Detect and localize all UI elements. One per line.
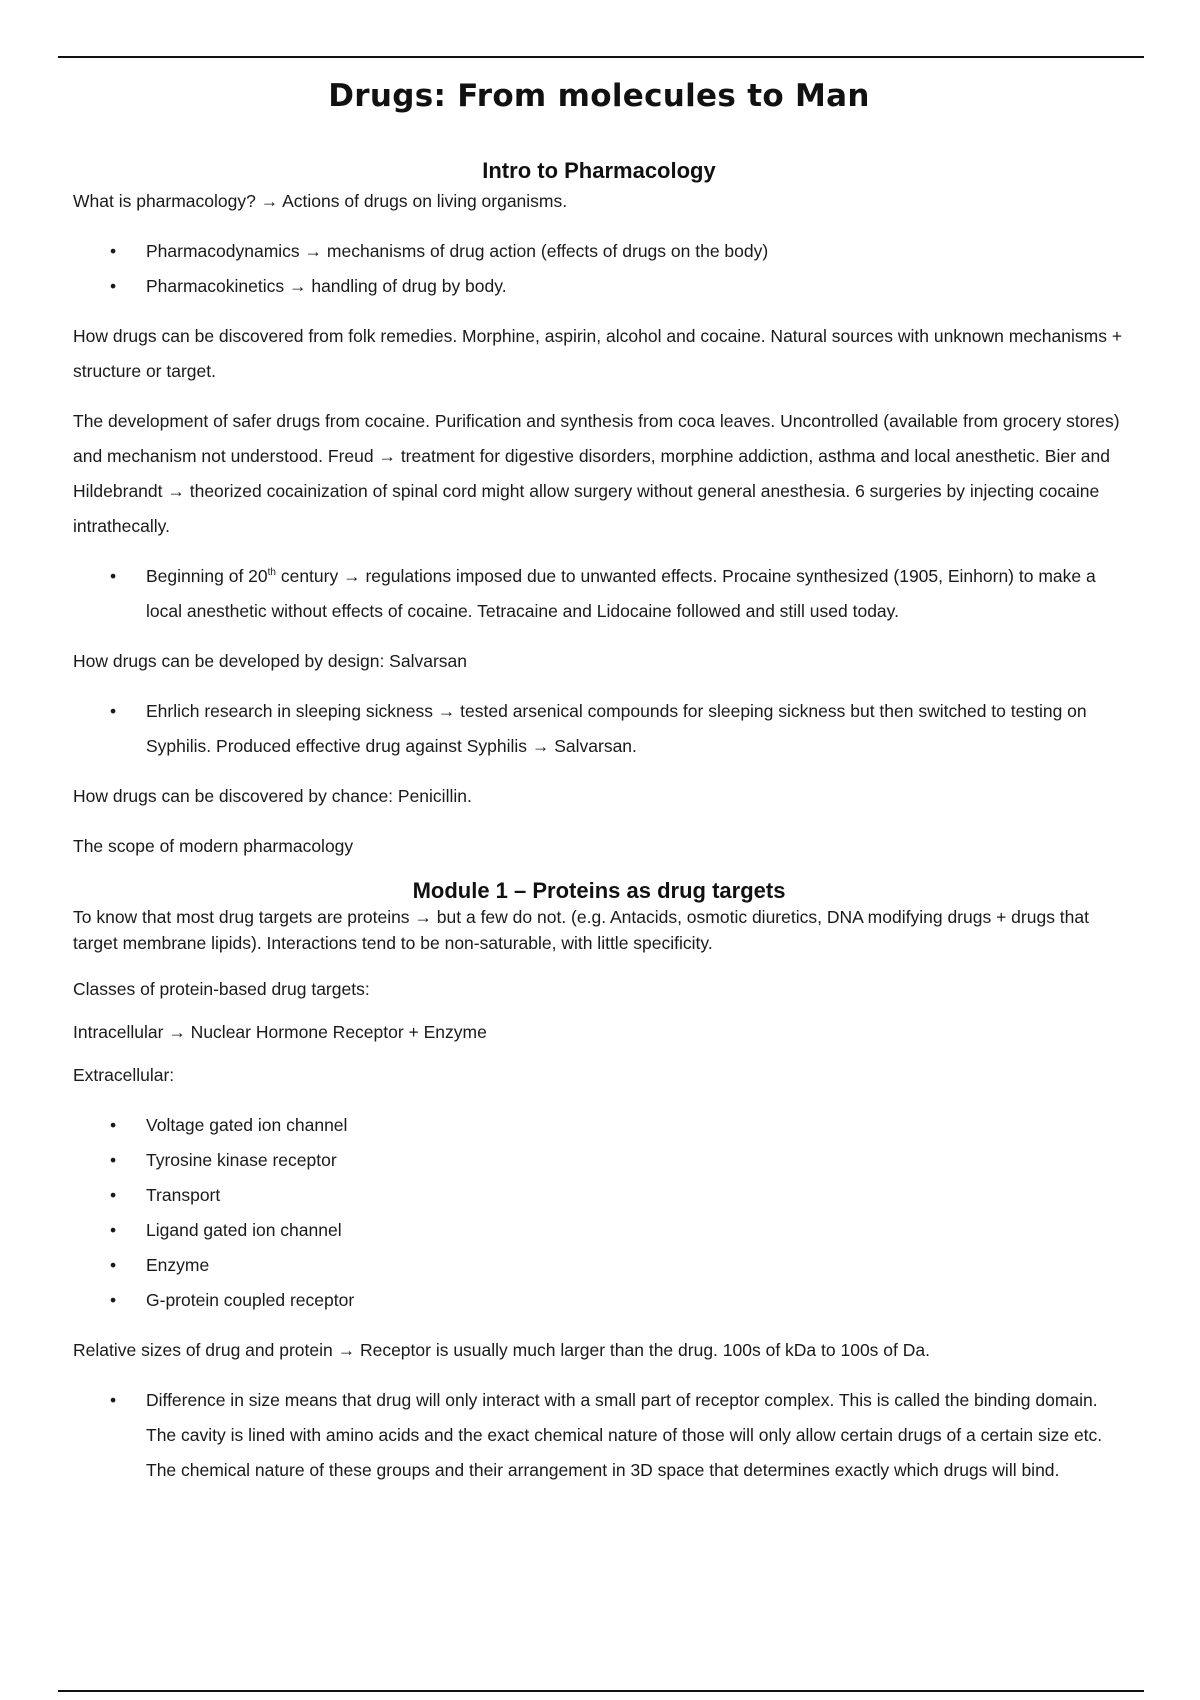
module1-heading: Module 1 – Proteins as drug targets bbox=[412, 878, 786, 903]
bullet-icon: • bbox=[110, 1220, 117, 1240]
list-item: • Pharmacokinetics → handling of drug by body. bbox=[73, 269, 1125, 304]
intro-heading: Intro to Pharmacology bbox=[482, 158, 716, 183]
list-item: • Tyrosine kinase receptor bbox=[73, 1143, 1125, 1178]
sizes-bullet-list bbox=[73, 1383, 1125, 1488]
document-page bbox=[73, 70, 1125, 1488]
list-item: • Difference in size means that drug will only interact with a small part of receptor complex. This is called the binding domain. The cavity is lined with amino acids and the exact chemical nature of those will only allow certain drugs of a certain size etc. The chemical nature of these groups and their arrangement in 3D space that determines exactly which drugs will bind. bbox=[73, 1383, 1125, 1488]
bullet-icon: • bbox=[110, 1255, 117, 1275]
list-item: • Ehrlich research in sleeping sickness → tested arsenical compounds for sleeping sickness but then switched to testing on Syphilis. Produced effective drug against Syphilis → Salvarsan. bbox=[73, 694, 1125, 764]
cocaine-bullet-list bbox=[73, 559, 1125, 629]
bullet-icon: • bbox=[110, 1185, 117, 1205]
drug-targets-paragraph: To know that most drug targets are proteins → but a few do not. (e.g. Antacids, osmotic diuretics, DNA modifying drugs + drugs that target membrane lipids). Interactions tend to be non-saturable, with little specificity. bbox=[73, 907, 1089, 953]
chance-paragraph: How drugs can be discovered by chance: Penicillin. bbox=[73, 786, 472, 806]
bullet-icon: • bbox=[110, 1115, 117, 1135]
document-title: Drugs: From molecules to Man bbox=[328, 78, 870, 114]
scope-paragraph: The scope of modern pharmacology bbox=[73, 836, 354, 856]
cocaine-paragraph: The development of safer drugs from cocaine. Purification and synthesis from coca leaves. Uncontrolled (available from grocery stores) and mechanism not understood. Freud → treatment for digestive disorders, morphine addiction, asthma and local anesthetic. Bier and Hildebrandt → theorized cocainization of spinal cord might allow surgery without general anesthesia. 6 surgeries by injecting cocaine intrathecally. bbox=[73, 411, 1120, 536]
design-paragraph: How drugs can be developed by design: Salvarsan bbox=[73, 651, 467, 671]
what-is-paragraph: What is pharmacology? → Actions of drugs on living organisms. bbox=[73, 191, 568, 211]
classes-paragraph: Classes of protein-based drug targets: bbox=[73, 979, 370, 999]
bullet-icon: • bbox=[110, 566, 117, 586]
list-item: • Ligand gated ion channel bbox=[73, 1213, 1125, 1248]
bullet-icon: • bbox=[110, 1290, 117, 1310]
list-item: • Pharmacodynamics → mechanisms of drug action (effects of drugs on the body) bbox=[73, 234, 1125, 269]
extracellular-paragraph: Extracellular: bbox=[73, 1065, 175, 1085]
relative-sizes-paragraph: Relative sizes of drug and protein → Receptor is usually much larger than the drug. 100s of kDa to 100s of Da. bbox=[73, 1340, 930, 1360]
design-bullet-list bbox=[73, 694, 1125, 764]
list-item: • Voltage gated ion channel bbox=[73, 1108, 1125, 1143]
bullet-icon: • bbox=[110, 1390, 117, 1410]
bullet-icon: • bbox=[110, 276, 117, 296]
bottom-rule bbox=[58, 1690, 1144, 1692]
bullet-icon: • bbox=[110, 701, 117, 721]
folk-remedies-paragraph: How drugs can be discovered from folk remedies. Morphine, aspirin, alcohol and cocaine. Natural sources with unknown mechanisms + structure or target. bbox=[73, 326, 1123, 381]
bullet-icon: • bbox=[110, 1150, 117, 1170]
intracellular-paragraph: Intracellular → Nuclear Hormone Receptor + Enzyme bbox=[73, 1022, 487, 1042]
bullet-icon: • bbox=[110, 241, 117, 261]
extracellular-list bbox=[73, 1108, 1125, 1318]
list-item: • Transport bbox=[73, 1178, 1125, 1213]
branches-list bbox=[73, 234, 1125, 304]
list-item: • G-protein coupled receptor bbox=[73, 1283, 1125, 1318]
list-item: • Beginning of 20th century → regulations imposed due to unwanted effects. Procaine synthesized (1905, Einhorn) to make a local anesthetic without effects of cocaine. Tetracaine and Lidocaine followed and still used today. bbox=[73, 559, 1125, 629]
list-item: • Enzyme bbox=[73, 1248, 1125, 1283]
top-rule bbox=[58, 56, 1144, 58]
